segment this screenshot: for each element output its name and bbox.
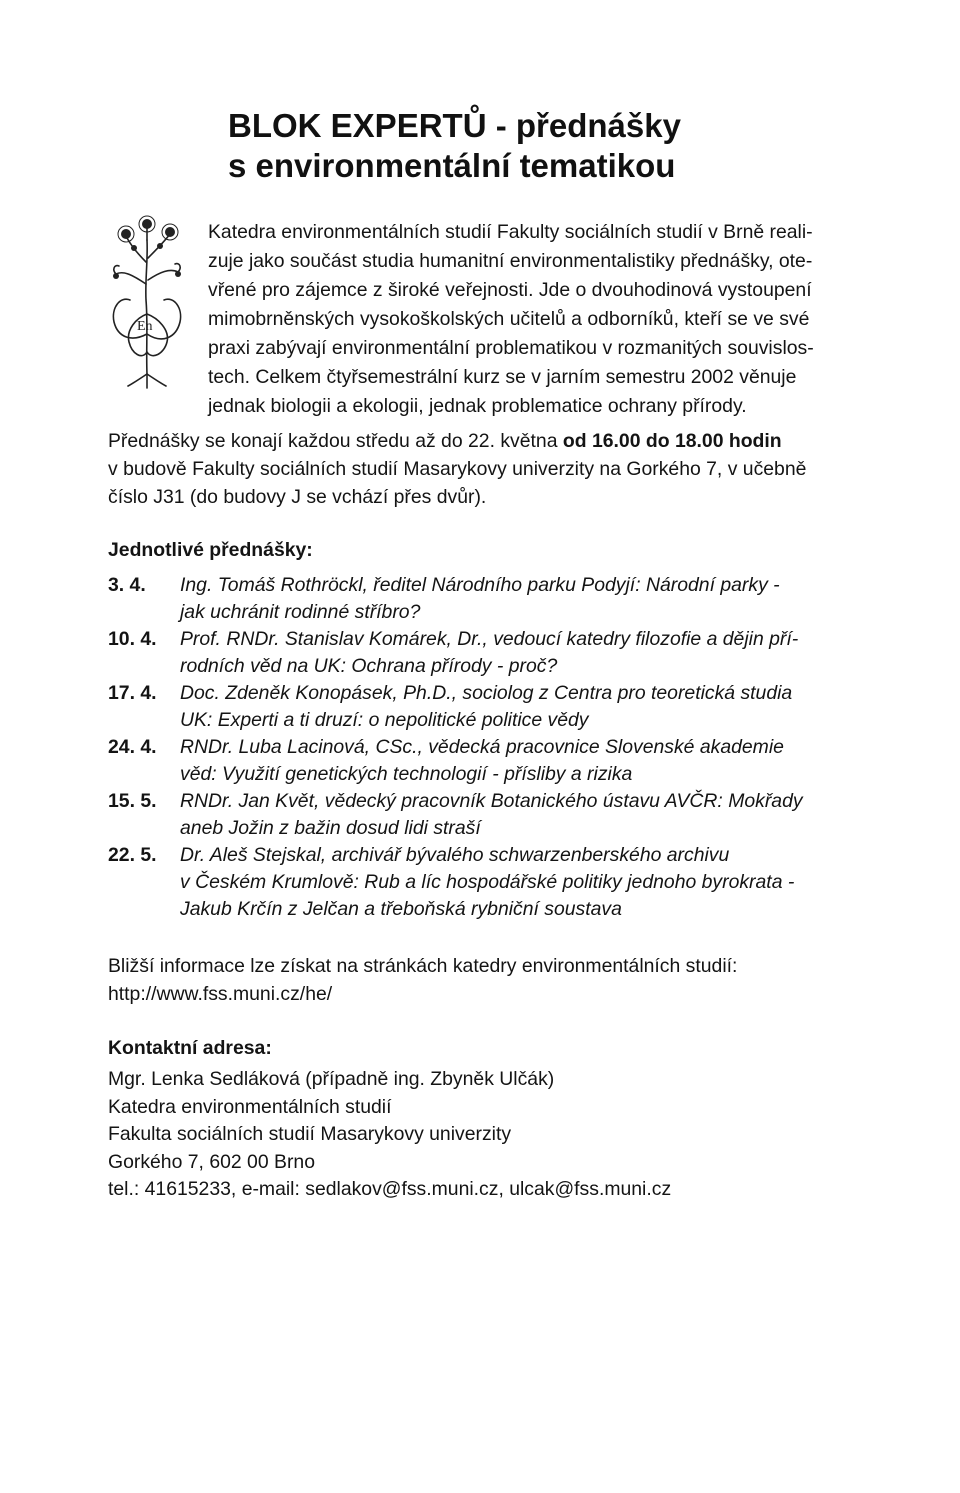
- intro-paragraph: [208, 218, 898, 421]
- intro-line: zuje jako součást studia humanitní environmentalistiky přednášky, ote-: [208, 250, 813, 272]
- lecture-description: [180, 572, 780, 626]
- lecture-line: věd: Využití genetických technologií - přísliby a rizika: [180, 763, 633, 785]
- lecture-item: [108, 842, 908, 923]
- schedule-time: od 16.00 do 18.00 hodin: [562, 430, 782, 452]
- lecture-line: jak uchránit rodinné stříbro?: [180, 601, 421, 623]
- schedule-location: v budově Fakulty sociálních studií Masarykovy univerzity na Gorkého 7, v učebně: [108, 458, 807, 480]
- info-text: Bližší informace lze získat na stránkách katedry environmentálních studií:: [108, 955, 738, 977]
- intro-line: Katedra environmentálních studií Fakulty sociálních studií v Brně reali-: [208, 221, 813, 243]
- lecture-line: Ing. Tomáš Rothröckl, ředitel Národního parku Podyjí: Národní parky -: [180, 574, 780, 596]
- lecture-item: [108, 680, 908, 734]
- info-paragraph: [108, 952, 898, 1008]
- page-title: [228, 106, 928, 186]
- lecture-date: 10. 4.: [108, 628, 157, 650]
- lecture-date: 3. 4.: [108, 574, 146, 596]
- lecture-line: rodních věd na UK: Ochrana přírody - proč?: [180, 655, 558, 677]
- title-line-2: s environmentální tematikou: [228, 147, 676, 184]
- lecture-item: [108, 734, 908, 788]
- contact-department: Katedra environmentálních studií: [108, 1095, 392, 1118]
- schedule-day-text: Přednášky se konají každou středu až do 22. května: [108, 430, 563, 452]
- lecture-item: [108, 788, 908, 842]
- contact-phone-email: tel.: 41615233, e-mail: sedlakov@fss.muni.cz, ulcak@fss.muni.cz: [108, 1178, 672, 1200]
- lecture-item: [108, 572, 908, 626]
- lecture-line: Jakub Krčín z Jelčan a třeboňská rybniční soustava: [180, 898, 622, 920]
- lecture-line: v Českém Krumlově: Rub a líc hospodářské politiky jednoho byrokrata -: [180, 871, 795, 893]
- lecture-line: RNDr. Luba Lacinová, CSc., vědecká pracovnice Slovenské akademie: [180, 736, 784, 758]
- info-url-link[interactable]: http://www.fss.muni.cz/he/: [108, 983, 333, 1005]
- lecture-item: [108, 626, 908, 680]
- lecture-description: [180, 788, 803, 842]
- contact-address: [108, 1066, 898, 1204]
- lecture-date: 24. 4.: [108, 736, 157, 758]
- lecture-date: 22. 5.: [108, 844, 157, 866]
- lecture-date: 15. 5.: [108, 790, 157, 812]
- plant-emblem-icon: [104, 214, 190, 390]
- lecture-line: Doc. Zdeněk Konopásek, Ph.D., sociolog z Centra pro teoretická studia: [180, 682, 793, 704]
- lecture-line: RNDr. Jan Květ, vědecký pracovník Botanického ústavu AVČR: Mokřady: [180, 790, 803, 812]
- lecture-description: [180, 626, 798, 680]
- schedule-paragraph: [108, 427, 898, 511]
- intro-line: praxi zabývají environmentální problematikou v rozmanitých souvislos-: [208, 337, 814, 359]
- contact-heading: Kontaktní adresa:: [108, 1037, 272, 1059]
- lecture-line: Prof. RNDr. Stanislav Komárek, Dr., vedoucí katedry filozofie a dějin pří-: [180, 628, 799, 650]
- lecture-line: aneb Jožin z bažin dosud lidi straší: [180, 817, 481, 839]
- title-line-1: BLOK EXPERTŮ - přednášky: [228, 107, 681, 144]
- lecture-line: UK: Experti a ti druzí: o nepolitické politice vědy: [180, 709, 589, 731]
- lecture-description: [180, 734, 784, 788]
- intro-line: mimobrněnských vysokoškolských učitelů a odborníků, kteří se ve své: [208, 308, 810, 330]
- contact-street: Gorkého 7, 602 00 Brno: [108, 1150, 315, 1173]
- lecture-description: [180, 842, 794, 923]
- lecture-date: 17. 4.: [108, 682, 157, 704]
- lecture-description: [180, 680, 792, 734]
- lecture-line: Dr. Aleš Stejskal, archivář bývalého schwarzenberského archivu: [180, 844, 730, 866]
- lectures-heading: Jednotlivé přednášky:: [108, 539, 313, 561]
- schedule-room: číslo J31 (do budovy J se vchází přes dvůr).: [108, 486, 487, 508]
- contact-person: Mgr. Lenka Sedláková (případně ing. Zbyněk Ulčák): [108, 1068, 555, 1090]
- schedule-line: [108, 427, 898, 455]
- intro-line: tech. Celkem čtyřsemestrální kurz se v jarním semestru 2002 věnuje: [208, 366, 797, 388]
- contact-faculty: Fakulta sociálních studií Masarykovy univerzity: [108, 1123, 512, 1145]
- lecture-list: [108, 572, 908, 923]
- intro-line: jednak biologii a ekologii, jednak problematice ochrany přírody.: [208, 395, 747, 417]
- logo-initials: En: [137, 319, 153, 334]
- intro-line: vřené pro zájemce z široké veřejnosti. Jde o dvouhodinová vystoupení: [208, 279, 812, 301]
